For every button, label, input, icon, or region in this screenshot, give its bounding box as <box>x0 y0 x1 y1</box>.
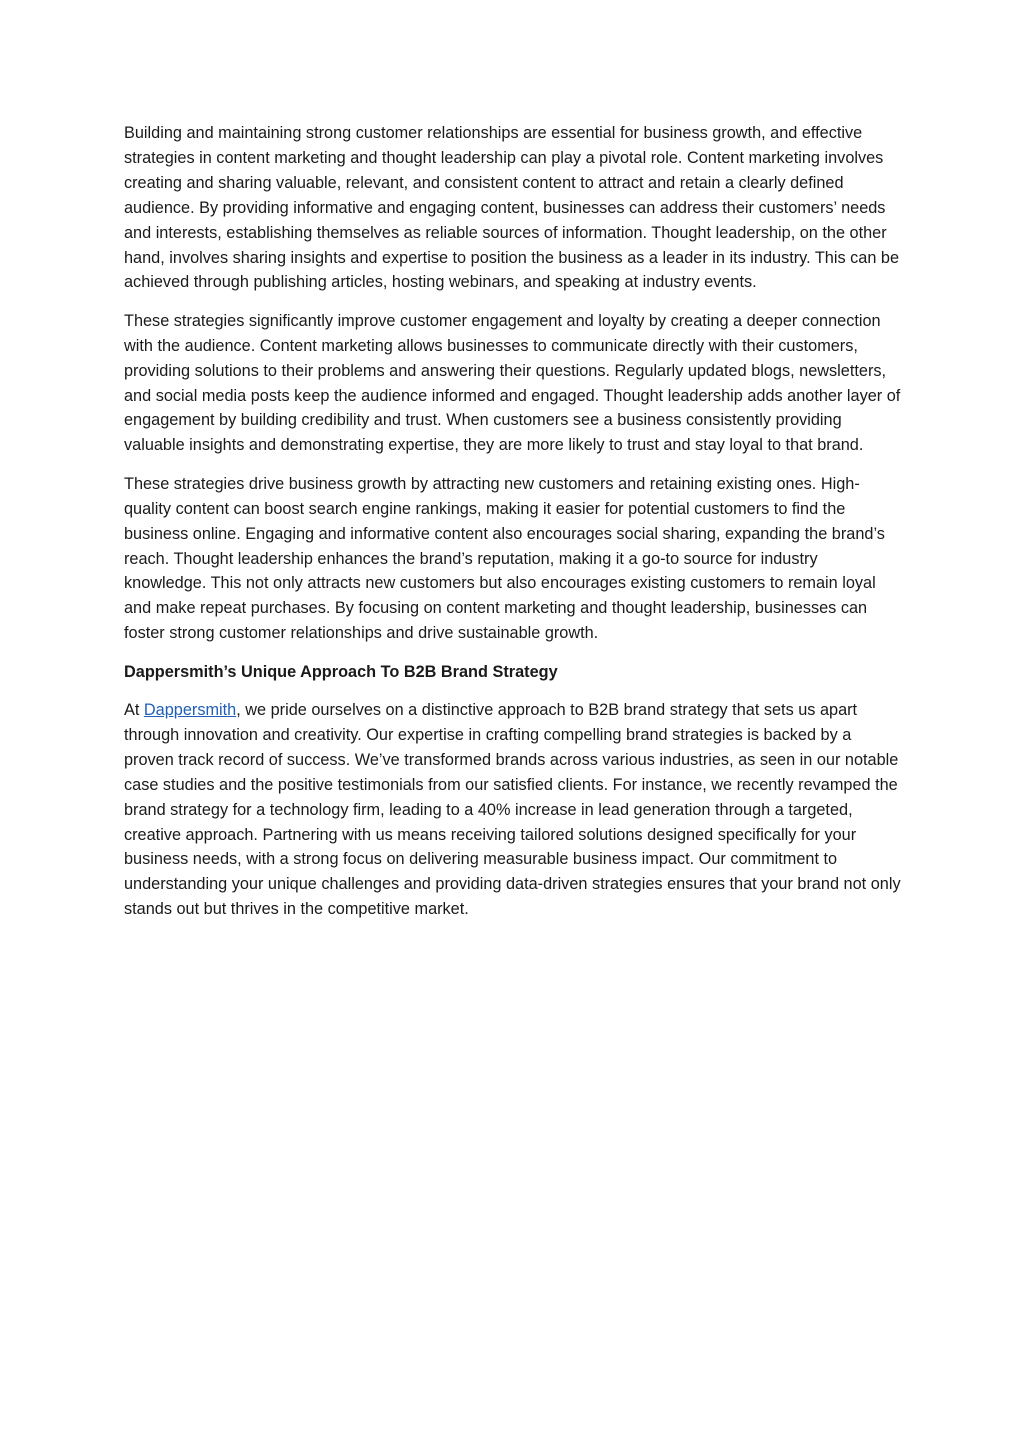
paragraph-business-growth: These strategies drive business growth by attracting new customers and retaining existing ones. High-quality content can boost search engine rankings, making it easier for potential customers to find the business online. Engaging and informative content also encourages social sharing, expanding the brand’s reach. Thought leadership enhances the brand’s reputation, making it a go-to source for industry knowledge. This not only attracts new customers but also encourages existing customers to remain loyal and make repeat purchases. By focusing on content marketing and thought leadership, businesses can foster strong customer relationships and drive sustainable growth. <box>124 474 885 643</box>
paragraph-dappersmith-approach <box>124 698 904 922</box>
paragraph-prefix: At <box>124 701 144 720</box>
paragraph-engagement-loyalty: These strategies significantly improve customer engagement and loyalty by creating a deeper connection with the audience. Content marketing allows businesses to communicate directly with their customers, providing solutions to their problems and answering their questions. Regularly updated blogs, newsletters, and social media posts keep the audience informed and engaged. Thought leadership adds another layer of engagement by building credibility and trust. When customers see a business consistently providing valuable insights and demonstrating expertise, they are more likely to trust and stay loyal to that brand. <box>124 311 901 455</box>
dappersmith-link[interactable]: Dappersmith <box>143 701 237 720</box>
section-heading: Dappersmith’s Unique Approach To B2B Brand Strategy <box>124 662 558 681</box>
paragraph-suffix: , we pride ourselves on a distinctive approach to B2B brand strategy that sets us apart through innovation and creativity. Our expertise in crafting compelling brand strategies is backed by a proven track record of success. We’ve transformed brands across various industries, as seen in our notable case studies and the positive testimonials from our satisfied clients. For instance, we recently revamped the brand strategy for a technology firm, leading to a 40% increase in lead generation through a targeted, creative approach. Partnering with us means receiving tailored solutions designed specifically for your business needs, with a strong focus on delivering measurable business impact. Our commitment to understanding your unique challenges and providing data-driven strategies ensures that your brand not only stands out but thrives in the competitive market. <box>124 701 901 919</box>
paragraph-customer-relationships: Building and maintaining strong customer relationships are essential for business growth, and effective strategies in content marketing and thought leadership can play a pivotal role. Content marketing involves creating and sharing valuable, relevant, and consistent content to attract and retain a clearly defined audience. By providing informative and engaging content, businesses can address their customers’ needs and interests, establishing themselves as reliable sources of information. Thought leadership, on the other hand, involves sharing insights and expertise to position the business as a leader in its industry. This can be achieved through publishing articles, hosting webinars, and speaking at industry events. <box>124 124 900 292</box>
document-body <box>124 121 904 936</box>
